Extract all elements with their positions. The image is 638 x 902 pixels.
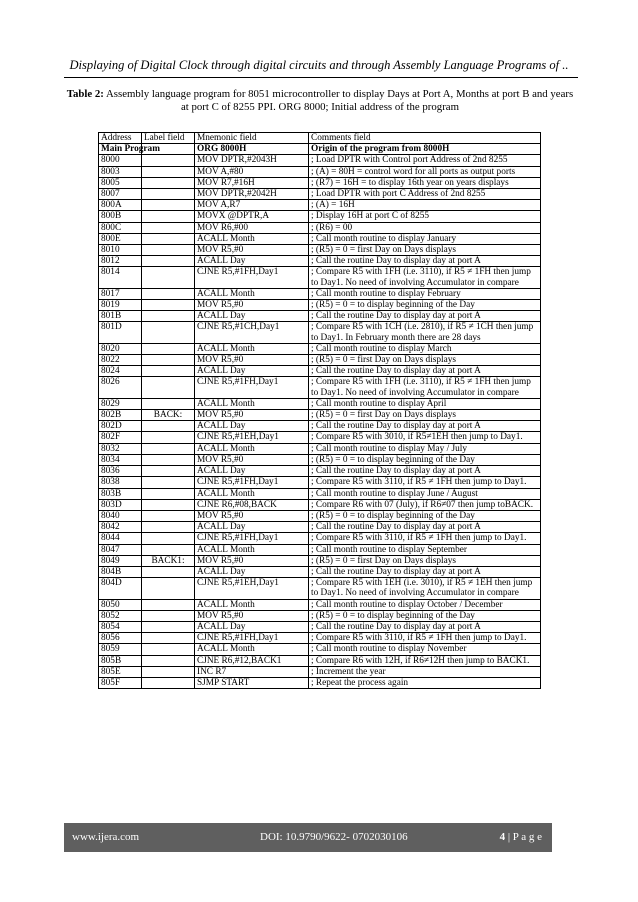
cell-label	[142, 256, 195, 267]
cell-address: 8049	[99, 555, 142, 566]
table-row	[99, 343, 541, 354]
cell-comment: ; Call month routine to display May / July	[309, 443, 541, 454]
cell-comment: ; Compare R5 with 3110, if R5 ≠ 1FH then jump to Day1.	[309, 533, 541, 544]
cell-label	[142, 510, 195, 521]
column-header-label: Label field	[142, 133, 195, 144]
cell-address: 801B	[99, 311, 142, 322]
cell-mnemonic: CJNE R6,#08,BACK	[195, 499, 309, 510]
cell-address: 802F	[99, 432, 142, 443]
cell-mnemonic: CJNE R5,#1FH,Day1	[195, 267, 309, 288]
cell-mnemonic: MOV A,#80	[195, 166, 309, 177]
cell-address: 8017	[99, 288, 142, 299]
cell-comment: ; Compare R5 with 1EH (i.e. 3010), if R5 ≠ 1EH then jump to Day1. No need of involving Accumulator in compare	[309, 578, 541, 599]
cell-address: 8054	[99, 621, 142, 632]
cell-mnemonic: ACALL Month	[195, 488, 309, 499]
cell-mnemonic: SJMP START	[195, 677, 309, 688]
table-row	[99, 533, 541, 544]
table-row	[99, 311, 541, 322]
cell-label	[142, 499, 195, 510]
cell-mnemonic: CJNE R6,#12,BACK1	[195, 655, 309, 666]
cell-address: 8036	[99, 466, 142, 477]
table-row	[99, 200, 541, 211]
cell-comment: ; Call month routine to display June / August	[309, 488, 541, 499]
cell-comment: ; (R5) = 0 = to display beginning of the Day	[309, 454, 541, 465]
cell-address: Main Program	[99, 144, 142, 155]
cell-address: 8032	[99, 443, 142, 454]
cell-comment: ; Call month routine to display February	[309, 288, 541, 299]
cell-mnemonic: MOV DPTR,#2043H	[195, 155, 309, 166]
cell-mnemonic: MOV R5,#0	[195, 300, 309, 311]
cell-mnemonic: ACALL Month	[195, 599, 309, 610]
cell-address: 8022	[99, 355, 142, 366]
table-row	[99, 166, 541, 177]
footer-page-label: | P a g e	[505, 831, 542, 843]
cell-mnemonic: MOV R6,#00	[195, 222, 309, 233]
cell-comment: ; Compare R6 with 07 (July), if R6≠07 then jump toBACK.	[309, 499, 541, 510]
table-row	[99, 288, 541, 299]
cell-label: BACK:	[142, 410, 195, 421]
page-footer	[64, 823, 552, 852]
cell-comment: ; Display 16H at port C of 8255	[309, 211, 541, 222]
cell-label	[142, 466, 195, 477]
cell-label	[142, 443, 195, 454]
table-row	[99, 432, 541, 443]
cell-label	[142, 245, 195, 256]
cell-label	[142, 522, 195, 533]
cell-mnemonic: ACALL Day	[195, 421, 309, 432]
table-row	[99, 144, 541, 155]
cell-comment: ; Call month routine to display September	[309, 544, 541, 555]
cell-comment: ; (A) = 80H = control word for all ports as output ports	[309, 166, 541, 177]
table-row	[99, 245, 541, 256]
table-row	[99, 377, 541, 398]
table-row	[99, 555, 541, 566]
cell-mnemonic: MOV DPTR,#2042H	[195, 189, 309, 200]
cell-label	[142, 166, 195, 177]
cell-mnemonic: MOV R5,#0	[195, 355, 309, 366]
cell-label	[142, 454, 195, 465]
cell-mnemonic: ACALL Day	[195, 256, 309, 267]
cell-label	[142, 200, 195, 211]
table-row	[99, 233, 541, 244]
cell-comment: ; Call month routine to display October / December	[309, 599, 541, 610]
cell-label	[142, 311, 195, 322]
cell-label	[142, 644, 195, 655]
cell-label	[142, 398, 195, 409]
cell-address: 800E	[99, 233, 142, 244]
program-table	[98, 132, 541, 689]
cell-label	[142, 599, 195, 610]
table-row	[99, 655, 541, 666]
cell-label	[142, 621, 195, 632]
cell-label	[142, 666, 195, 677]
cell-comment: ; Compare R5 with 3010, if R5≠1EH then jump to Day1.	[309, 432, 541, 443]
cell-address: 8024	[99, 366, 142, 377]
cell-comment: ; Compare R5 with 1CH (i.e. 2810), if R5 ≠ 1CH then jump to Day1. In February month there are 28 days	[309, 322, 541, 343]
cell-comment: ; Load DPTR with port C Address of 2nd 8255	[309, 189, 541, 200]
cell-comment: ; Call month routine to display January	[309, 233, 541, 244]
table-row	[99, 666, 541, 677]
cell-address: 8005	[99, 177, 142, 188]
cell-comment: ; Compare R5 with 1FH (i.e. 3110), if R5 ≠ 1FH then jump to Day1. No need of involving Accumulator in compare	[309, 267, 541, 288]
table-row	[99, 300, 541, 311]
cell-address: 801D	[99, 322, 142, 343]
cell-mnemonic: CJNE R5,#1FH,Day1	[195, 377, 309, 398]
cell-label	[142, 177, 195, 188]
cell-mnemonic: MOV R5,#0	[195, 510, 309, 521]
column-header-mnemonic: Mnemonic field	[195, 133, 309, 144]
table-row	[99, 566, 541, 577]
cell-mnemonic: ACALL Month	[195, 443, 309, 454]
cell-address: 8038	[99, 477, 142, 488]
cell-address: 8042	[99, 522, 142, 533]
cell-label	[142, 267, 195, 288]
cell-label	[142, 421, 195, 432]
cell-address: 8007	[99, 189, 142, 200]
cell-mnemonic: CJNE R5,#1EH,Day1	[195, 432, 309, 443]
table-body	[99, 144, 541, 689]
cell-address: 802D	[99, 421, 142, 432]
table-row	[99, 454, 541, 465]
cell-address: 8026	[99, 377, 142, 398]
running-header: Displaying of Digital Clock through digital circuits and through Assembly Language Programs of ..	[69, 58, 569, 72]
cell-label	[142, 155, 195, 166]
cell-mnemonic: MOV R5,#0	[195, 610, 309, 621]
cell-comment: ; Call the routine Day to display day at port A	[309, 566, 541, 577]
cell-address: 803B	[99, 488, 142, 499]
cell-label	[142, 300, 195, 311]
cell-mnemonic: MOV R5,#0	[195, 410, 309, 421]
table-header-row	[99, 133, 541, 144]
cell-mnemonic: CJNE R5,#1EH,Day1	[195, 578, 309, 599]
cell-mnemonic: ORG 8000H	[195, 144, 309, 155]
table-row	[99, 322, 541, 343]
cell-mnemonic: ACALL Day	[195, 621, 309, 632]
cell-comment: ; (R5) = 0 = to display beginning of the Day	[309, 510, 541, 521]
cell-address: 8012	[99, 256, 142, 267]
table-row	[99, 222, 541, 233]
cell-mnemonic: ACALL Month	[195, 644, 309, 655]
cell-label	[142, 578, 195, 599]
cell-comment: ; Call month routine to display March	[309, 343, 541, 354]
cell-mnemonic: MOV R5,#0	[195, 245, 309, 256]
cell-label	[142, 566, 195, 577]
table-row	[99, 510, 541, 521]
cell-label	[142, 366, 195, 377]
cell-comment: ; Call month routine to display April	[309, 398, 541, 409]
cell-mnemonic: CJNE R5,#1FH,Day1	[195, 633, 309, 644]
table-row	[99, 155, 541, 166]
cell-comment: ; (R6) = 00	[309, 222, 541, 233]
cell-label	[142, 610, 195, 621]
cell-address: 802B	[99, 410, 142, 421]
table-row	[99, 477, 541, 488]
table-row	[99, 499, 541, 510]
cell-address: 8050	[99, 599, 142, 610]
footer-page-number: 4	[499, 831, 506, 843]
cell-mnemonic: ACALL Month	[195, 544, 309, 555]
table-caption-text: Assembly language program for 8051 microcontroller to display Days at Port A, Months at port B and years at port C of 8255 PPI. ORG 8000; Initial address of the program	[103, 88, 574, 113]
cell-mnemonic: MOV A,R7	[195, 200, 309, 211]
cell-address: 805B	[99, 655, 142, 666]
cell-address: 805E	[99, 666, 142, 677]
cell-mnemonic: ACALL Day	[195, 311, 309, 322]
column-header-comments: Comments field	[309, 133, 541, 144]
cell-comment: ; Compare R5 with 1FH (i.e. 3110), if R5 ≠ 1FH then jump to Day1. No need of involving Accumulator in compare	[309, 377, 541, 398]
table-row	[99, 621, 541, 632]
table-row	[99, 610, 541, 621]
cell-address: 804D	[99, 578, 142, 599]
table-row	[99, 677, 541, 688]
cell-address: 8003	[99, 166, 142, 177]
cell-address: 8029	[99, 398, 142, 409]
cell-address: 8040	[99, 510, 142, 521]
cell-comment: ; (R5) = 0 = first Day on Days displays	[309, 355, 541, 366]
cell-mnemonic: ACALL Day	[195, 566, 309, 577]
cell-address: 8052	[99, 610, 142, 621]
cell-mnemonic: MOV R5,#0	[195, 454, 309, 465]
cell-label	[142, 477, 195, 488]
cell-label	[142, 189, 195, 200]
cell-comment: ; Call month routine to display November	[309, 644, 541, 655]
cell-address: 800A	[99, 200, 142, 211]
header-divider	[64, 77, 578, 78]
cell-comment: ; Compare R5 with 3110, if R5 ≠ 1FH then jump to Day1.	[309, 477, 541, 488]
cell-address: 8047	[99, 544, 142, 555]
cell-address: 8019	[99, 300, 142, 311]
cell-mnemonic: ACALL Month	[195, 233, 309, 244]
table-caption-label: Table 2:	[66, 88, 104, 100]
cell-label	[142, 488, 195, 499]
table-row	[99, 544, 541, 555]
cell-mnemonic: CJNE R5,#1CH,Day1	[195, 322, 309, 343]
cell-comment: ; (A) = 16H	[309, 200, 541, 211]
cell-comment: ; Call the routine Day to display day at port A	[309, 466, 541, 477]
cell-label	[142, 633, 195, 644]
table-row	[99, 633, 541, 644]
cell-comment: ; Compare R6 with 12H, if R6≠12H then jump to BACK1.	[309, 655, 541, 666]
cell-mnemonic: MOV R5,#0	[195, 555, 309, 566]
table-row	[99, 177, 541, 188]
cell-address: 8059	[99, 644, 142, 655]
cell-comment: ; (R5) = 0 = first Day on Days displays	[309, 245, 541, 256]
cell-label	[142, 222, 195, 233]
cell-label	[142, 233, 195, 244]
table-caption	[66, 88, 574, 114]
cell-label	[142, 432, 195, 443]
cell-label	[142, 655, 195, 666]
cell-comment: ; Call the routine Day to display day at port A	[309, 311, 541, 322]
cell-address: 800B	[99, 211, 142, 222]
cell-mnemonic: ACALL Day	[195, 466, 309, 477]
cell-address: 8020	[99, 343, 142, 354]
cell-address: 8000	[99, 155, 142, 166]
cell-label	[142, 211, 195, 222]
table-row	[99, 410, 541, 421]
table-row	[99, 488, 541, 499]
cell-label: BACK1:	[142, 555, 195, 566]
cell-label	[142, 544, 195, 555]
cell-comment: Origin of the program from 8000H	[309, 144, 541, 155]
cell-mnemonic: MOV R7,#16H	[195, 177, 309, 188]
cell-comment: ; Load DPTR with Control port Address of 2nd 8255	[309, 155, 541, 166]
cell-comment: ; (R5) = 0 = to display beginning of the Day	[309, 610, 541, 621]
cell-address: 803D	[99, 499, 142, 510]
table-row	[99, 644, 541, 655]
cell-comment: ; Call the routine Day to display day at port A	[309, 256, 541, 267]
footer-page	[500, 831, 542, 843]
cell-mnemonic: MOVX @DPTR,A	[195, 211, 309, 222]
cell-mnemonic: CJNE R5,#1FH,Day1	[195, 533, 309, 544]
cell-comment: ; (R5) = 0 = first Day on Days displays	[309, 410, 541, 421]
cell-mnemonic: INC R7	[195, 666, 309, 677]
table-row	[99, 366, 541, 377]
table-row	[99, 398, 541, 409]
cell-address: 800C	[99, 222, 142, 233]
cell-label	[142, 377, 195, 398]
table-row	[99, 578, 541, 599]
cell-address: 8044	[99, 533, 142, 544]
table-row	[99, 267, 541, 288]
cell-label	[142, 343, 195, 354]
table-row	[99, 189, 541, 200]
column-header-address: Address	[99, 133, 142, 144]
table-row	[99, 355, 541, 366]
cell-label	[142, 533, 195, 544]
cell-mnemonic: ACALL Month	[195, 343, 309, 354]
cell-label	[142, 322, 195, 343]
table-row	[99, 466, 541, 477]
cell-mnemonic: CJNE R5,#1FH,Day1	[195, 477, 309, 488]
table-row	[99, 256, 541, 267]
cell-label	[142, 288, 195, 299]
cell-comment: ; Call the routine Day to display day at port A	[309, 366, 541, 377]
cell-comment: ; Compare R5 with 3110, if R5 ≠ 1FH then jump to Day1.	[309, 633, 541, 644]
cell-comment: ; (R5) = 0 = to display beginning of the Day	[309, 300, 541, 311]
cell-label	[142, 677, 195, 688]
footer-doi: DOI: 10.9790/9622- 0702030106	[260, 831, 408, 843]
cell-address: 805F	[99, 677, 142, 688]
table-row	[99, 599, 541, 610]
table-row	[99, 443, 541, 454]
cell-comment: ; (R7) = 16H = to display 16th year on years displays	[309, 177, 541, 188]
table-row	[99, 421, 541, 432]
cell-comment: ; (R5) = 0 = first Day on Days displays	[309, 555, 541, 566]
cell-address: 804B	[99, 566, 142, 577]
cell-comment: ; Increment the year	[309, 666, 541, 677]
table-row	[99, 522, 541, 533]
cell-comment: ; Repeat the process again	[309, 677, 541, 688]
cell-address: 8056	[99, 633, 142, 644]
cell-mnemonic: ACALL Day	[195, 366, 309, 377]
cell-comment: ; Call the routine Day to display day at port A	[309, 621, 541, 632]
cell-address: 8010	[99, 245, 142, 256]
cell-mnemonic: ACALL Month	[195, 398, 309, 409]
cell-label	[142, 355, 195, 366]
table-row	[99, 211, 541, 222]
cell-comment: ; Call the routine Day to display day at port A	[309, 421, 541, 432]
cell-mnemonic: ACALL Day	[195, 522, 309, 533]
cell-address: 8014	[99, 267, 142, 288]
cell-mnemonic: ACALL Month	[195, 288, 309, 299]
cell-address: 8034	[99, 454, 142, 465]
footer-website: www.ijera.com	[72, 831, 140, 843]
cell-comment: ; Call the routine Day to display day at port A	[309, 522, 541, 533]
